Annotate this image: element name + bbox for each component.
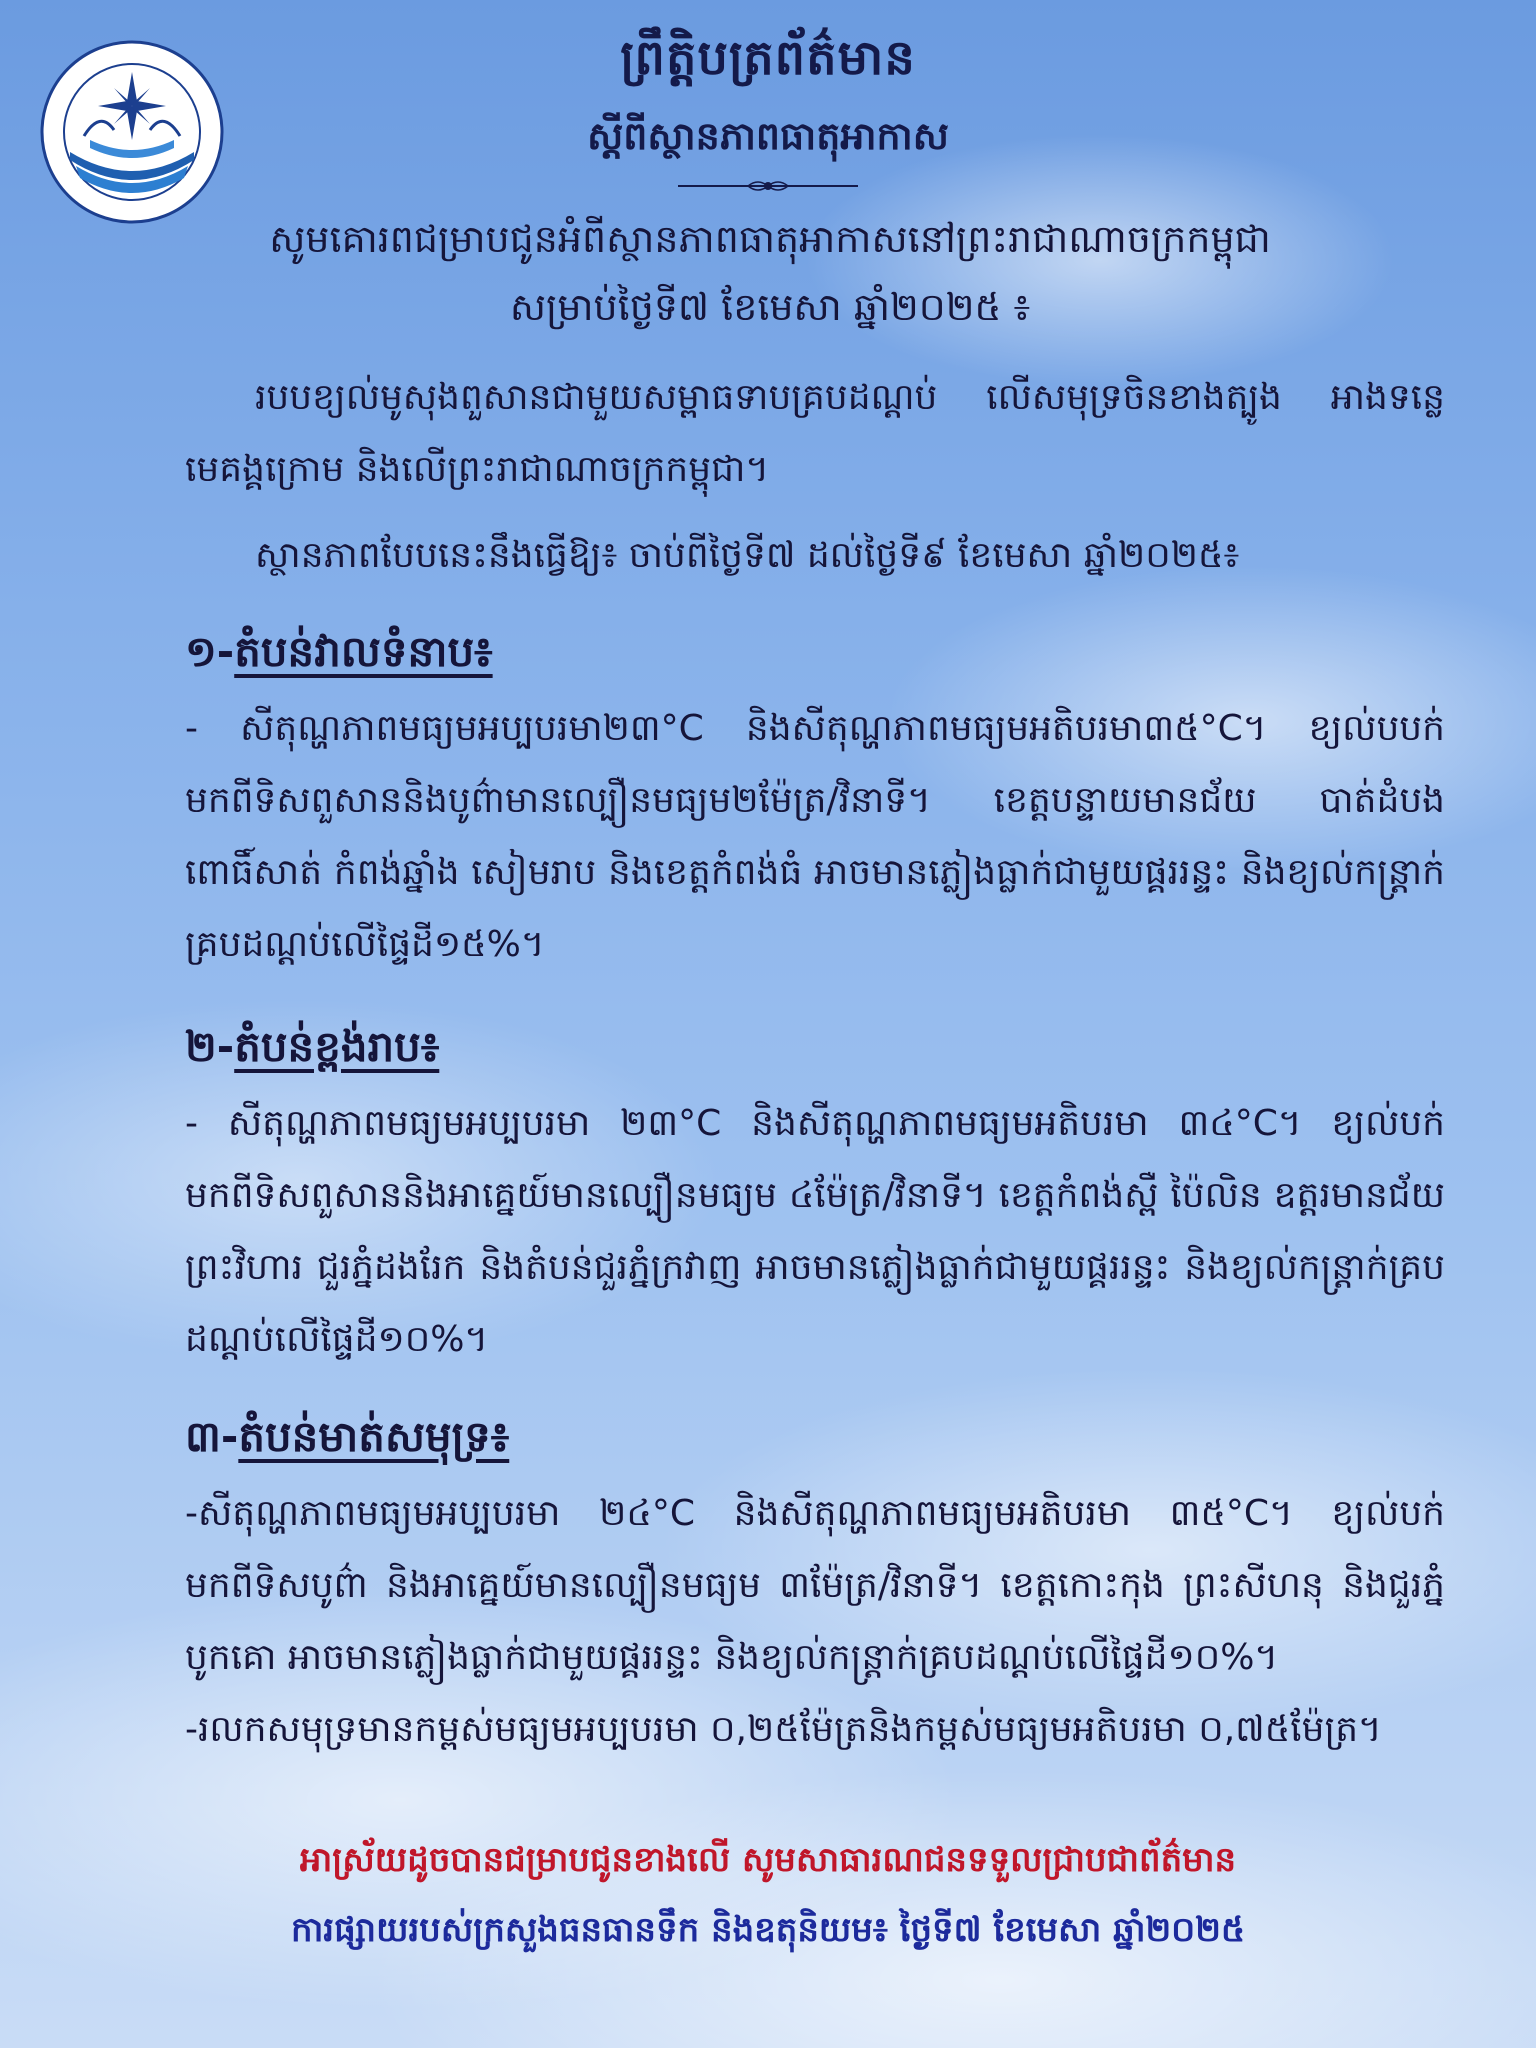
section-heading — [185, 1410, 1445, 1472]
section-title: តំបន់ខ្ពង់រាប៖ — [234, 1022, 440, 1071]
section-title: តំបន់វាលទំនាប៖ — [234, 627, 493, 676]
overview-paragraph-2: ស្ថានភាពបែបនេះនឹងធ្វើឱ្យ៖ ចាប់ពីថ្ងៃទី៧ ដល់ថ្ងៃទី៩ ខែមេសា ឆ្នាំ២០២៥៖ — [255, 535, 1240, 576]
overview-paragraph-1: របបខ្យល់មូសុងពួសានជាមួយសម្ពាធទាបគ្របដណ្ដប់ លើសមុទ្រចិនខាងត្បូង អាងទន្លេមេគង្គក្រោម និងលើព្រះរាជាណាចក្រកម្ពុជា។ — [185, 377, 1445, 490]
section-text: - សីតុណ្ហភាពមធ្យមអប្បបរមា២៣°C និងសីតុណ្ហភាពមធ្យមអតិបរមា៣៥°C។ ខ្យល់បបក់មកពីទិសពួសាននិងបូព៌ាមានល្បឿនមធ្យម២ម៉ែត្រ/វិនាទី។ ខេត្តបន្ទាយមានជ័យ បាត់ដំបង ពោធិ៍សាត់ កំពង់ឆ្នាំង សៀមរាប និងខេត្តកំពង់ធំ អាចមានភ្លៀងធ្លាក់ជាមួយផ្គររន្ទះ និងខ្យល់កន្ត្រាក់គ្របដណ្ដប់លើផ្ទៃដី១៥%។ — [185, 708, 1445, 965]
section-lowland — [185, 625, 1445, 981]
section-title: តំបន់មាត់សមុទ្រ៖ — [238, 1412, 510, 1461]
section-text: - សីតុណ្ហភាពមធ្យមអប្បបរមា ២៣°C និងសីតុណ្ហភាពមធ្យមអតិបរមា ៣៤°C។ ខ្យល់បក់មកពីទិសពួសាននិងអាគ្នេយ៍មានល្បឿនមធ្យម ៤ម៉ែត្រ/វិនាទី។ ខេត្តកំពង់ស្ពឺ ប៉ៃលិន ឧត្ដរមានជ័យ ព្រះវិហារ ជួរភ្នំដងរែក និងតំបន់ជួរភ្នំក្រវាញ អាចមានភ្លៀងធ្លាក់ជាមួយផ្គររន្ទះ និងខ្យល់កន្ត្រាក់គ្របដណ្ដប់លើផ្ទៃដី១០%។ — [185, 1103, 1445, 1360]
issuer-line: ការផ្សាយរបស់ក្រសួងធនធានទឹក និងឧតុនិយម៖ ថ្ងៃទី៧ ខែមេសា ឆ្នាំ២០២៥ — [290, 1910, 1246, 1950]
bulletin-title: ព្រឹត្តិបត្រព័ត៌មាន — [620, 30, 916, 86]
bulletin-subtitle: ស្ដីពីស្ថានភាពធាតុអាកាស — [587, 113, 949, 158]
section-heading — [185, 1020, 1445, 1082]
section-number: ២- — [185, 1022, 235, 1071]
section-plateau — [185, 1020, 1445, 1376]
intro-line-2: សម្រាប់ថ្ងៃទី៧ ខែមេសា ឆ្នាំ២០២៥ ៖ — [509, 285, 1031, 329]
section-number: ១- — [185, 627, 235, 676]
section-number: ៣- — [185, 1412, 239, 1461]
header — [0, 28, 1536, 194]
ornament-divider — [668, 178, 868, 194]
section-text: -សីតុណ្ហភាពមធ្យមអប្បបរមា ២៤°C និងសីតុណ្ហភាពមធ្យមអតិបរមា ៣៥°C។ ខ្យល់បក់មកពីទិសបូព៌ា និងអាគ្នេយ៍មានល្បឿនមធ្យម ៣ម៉ែត្រ/វិនាទី។ ខេត្តកោះកុង ព្រះសីហនុ និងជួរភ្នំបូកគោ អាចមានភ្លៀងធ្លាក់ជាមួយផ្គររន្ទះ និងខ្យល់កន្ត្រាក់គ្របដណ្ដប់លើផ្ទៃដី១០%។ — [185, 1493, 1445, 1678]
section-coastal — [185, 1410, 1445, 1766]
intro-line-1: សូមគោរពជម្រាបជូនអំពីស្ថានភាពធាតុអាកាសនៅព្រះរាជាណាចក្រកម្ពុជា — [269, 217, 1271, 261]
wave-height-text: -រលកសមុទ្រមានកម្ពស់មធ្យមអប្បបរមា ០,២៥ម៉ែត្រនិងកម្ពស់មធ្យមអតិបរមា ០,៧៥ម៉ែត្រ។ — [185, 1709, 1382, 1750]
intro — [160, 205, 1380, 341]
overview — [185, 362, 1445, 592]
public-notice: អាស្រ័យដូចបានជម្រាបជូនខាងលើ សូមសាធារណជនទទួលជ្រាបជាព័ត៌មាន — [299, 1840, 1237, 1880]
section-heading — [185, 625, 1445, 687]
